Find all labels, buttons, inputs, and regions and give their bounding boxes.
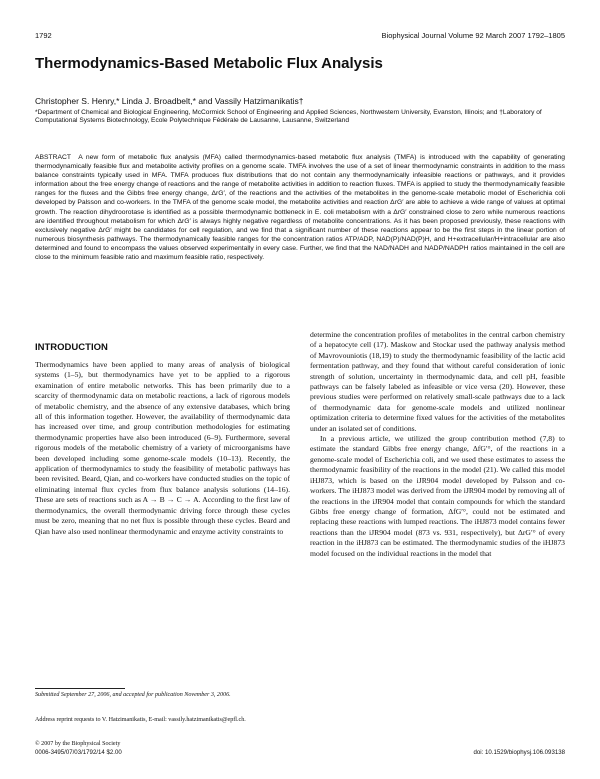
copyright-note: © 2007 by the Biophysical Society (35, 741, 121, 747)
right-column (310, 330, 565, 725)
author-list: Christopher S. Henry,* Linda J. Broadbelt,* and Vassily Hatzimanikatis† (35, 96, 304, 106)
reprint-address: Address reprint requests to V. Hatzimanikatis, E-mail: vassily.hatzimanikatis@epfl.ch. (35, 717, 246, 723)
running-header (35, 31, 565, 41)
journal-citation: Biophysical Journal Volume 92 March 2007 1792–1805 (381, 31, 565, 40)
left-column-paragraph: Thermodynamics have been applied to many areas of analysis of biological systems (1–5), but thermodynamics have yet to be applied to a rigorous examination of entire metabolic networks. This has been primarily due to a scarcity of thermodynamic data on metabolic reactions, a lack of rigorous models of metabolic chemistry, and the absence of any extensive databases, which bring all of this information together. However, the availability of thermodynamic data has increased over time, and group contribution methodologies for estimating thermodynamic properties have also been introduced (6–9). Furthermore, several rigorous models of the metabolic chemistry of a variety of microorganisms have been developed including some genome-scale models (10–13). Recently, the application of thermodynamics to study the feasibility of metabolic pathways has been revisited. Beard, Qian, and co-workers have conducted studies on the topic of eliminating internal flux cycles from flux balance analysis solutions (14–16). These are sets of reactions such as A → B → C → A. According to the first law of thermodynamics, the overall thermodynamic driving force through these cycles must be zero, meaning that no net flux is possible through these cycles. Beard and Qian have also used nonlinear thermodynamic and enzyme activity constraints to (35, 360, 290, 536)
right-column-paragraph-2: In a previous article, we utilized the group contribution method (7,8) to estimate the standard Gibbs free energy change, ΔfG′°, of the reactions in a genome-scale model of Escherichia coli, and we used these estimates to assess the thermodynamic feasibility of the reactions in the model (21). We called this model iHJ873, which is based on the iJR904 model developed by Palsson and co-workers. The iHJ873 model was derived from the iJR904 model by removing all of the reactions in the iJR904 model that contain compounds for which the standard Gibbs free energy change of formation, ΔfG′°, could not be estimated and replacing these reactions with lumped reactions. The iHJ873 model contains fewer reactions than the iJR904 model (873 vs. 931, respectively), but ΔrG′° of every reaction in the iHJ873 can be estimated. The thermodynamic studies of the iHJ873 model focused on the individual reactions in the model that (310, 434, 565, 558)
abstract-label: ABSTRACT (35, 154, 72, 161)
affiliations: *Department of Chemical and Biological Engineering, McCormick School of Engineering and Applied Sciences, Northwestern University, Evanston, Illinois; and †Laboratory of Computational Systems Biotechnology, Ecole Polytechnique Fédérale de Lausanne, Lausanne, Switzerland (35, 109, 542, 125)
submission-note: Submitted September 27, 2006, and accepted for publication November 3, 2006. (35, 692, 231, 698)
doi-link[interactable]: doi: 10.1529/biophysj.106.093138 (473, 749, 565, 756)
section-heading-introduction: INTRODUCTION (35, 342, 108, 353)
right-column-paragraph-1: determine the concentration profiles of metabolites in the central carbon chemistry of a hepatocyte cell (17). Maskow and Stockar used the pathway analysis method of Mavrovouniotis (18,19) to study the thermodynamic feasibility of the lactic acid fermentation pathway, and they found that without careful consideration of ionic strength of solution, uncertainty in thermodynamic data, and cell pH, feasible pathways can be falsely labeled as infeasible or vice versa (20). However, these previous studies were performed on relatively small-scale pathways due to a lack of thermodynamic data for genome-scale models and utilized nonlinear optimization criteria to determine fixed values for the activities of the metabolites under an isolated set of conditions. (310, 330, 565, 433)
footnote-divider (35, 688, 125, 689)
page-number: 1792 (35, 31, 52, 40)
paper-title: Thermodynamics-Based Metabolic Flux Analysis (35, 55, 383, 72)
abstract-text: A new form of metabolic flux analysis (MFA) called thermodynamics-based metabolic flux analysis (TMFA) is introduced with the capability of generating thermodynamically feasible flux and metabolite activity profiles on a genome scale. TMFA involves the use of a set of linear thermodynamic constraints in addition to the mass balance constraints typically used in MFA. TMFA produces flux distributions that do not contain any thermodynamically infeasible reactions or pathways, and it provides information about the free energy change of reactions and the range of metabolite activities in addition to reaction fluxes. TMFA is applied to study the thermodynamically feasible ranges for the fluxes and the Gibbs free energy change, ΔrG′, of the reactions and the activities of the metabolites in the genome-scale metabolic model of Escherichia coli developed by Palsson and co-workers. In the TMFA of the genome scale model, the metabolite activities and reaction ΔrG′ are able to achieve a wide range of values at optimal growth. The reaction dihydroorotase is identified as a possible thermodynamic bottleneck in E. coli metabolism with a ΔrG′ constrained close to zero while numerous reactions are identified throughout metabolism for which ΔrG′ is always highly negative regardless of metabolite concentrations. As it has been proposed previously, these reactions with exclusively negative ΔrG′ might be candidates for cell regulation, and we find that a significant number of these reactions appear to be the first steps in the linear portion of numerous biosynthesis pathways. The thermodynamically feasible ranges for the concentration ratios ATP/ADP, NAD(P)/NAD(P)H, and H+extracellular/H+intracellular are also determined and found to encompass the values observed experimentally in every case. Further, we find that the NAD/NADH and NADP/NADPH ratios maintained in the cell are close to the minimum feasible ratio and maximum feasible ratio, respectively. (35, 154, 565, 262)
issn-price: 0006-3495/07/03/1792/14 $2.00 (35, 749, 122, 756)
left-column (35, 360, 290, 675)
abstract (35, 153, 565, 262)
